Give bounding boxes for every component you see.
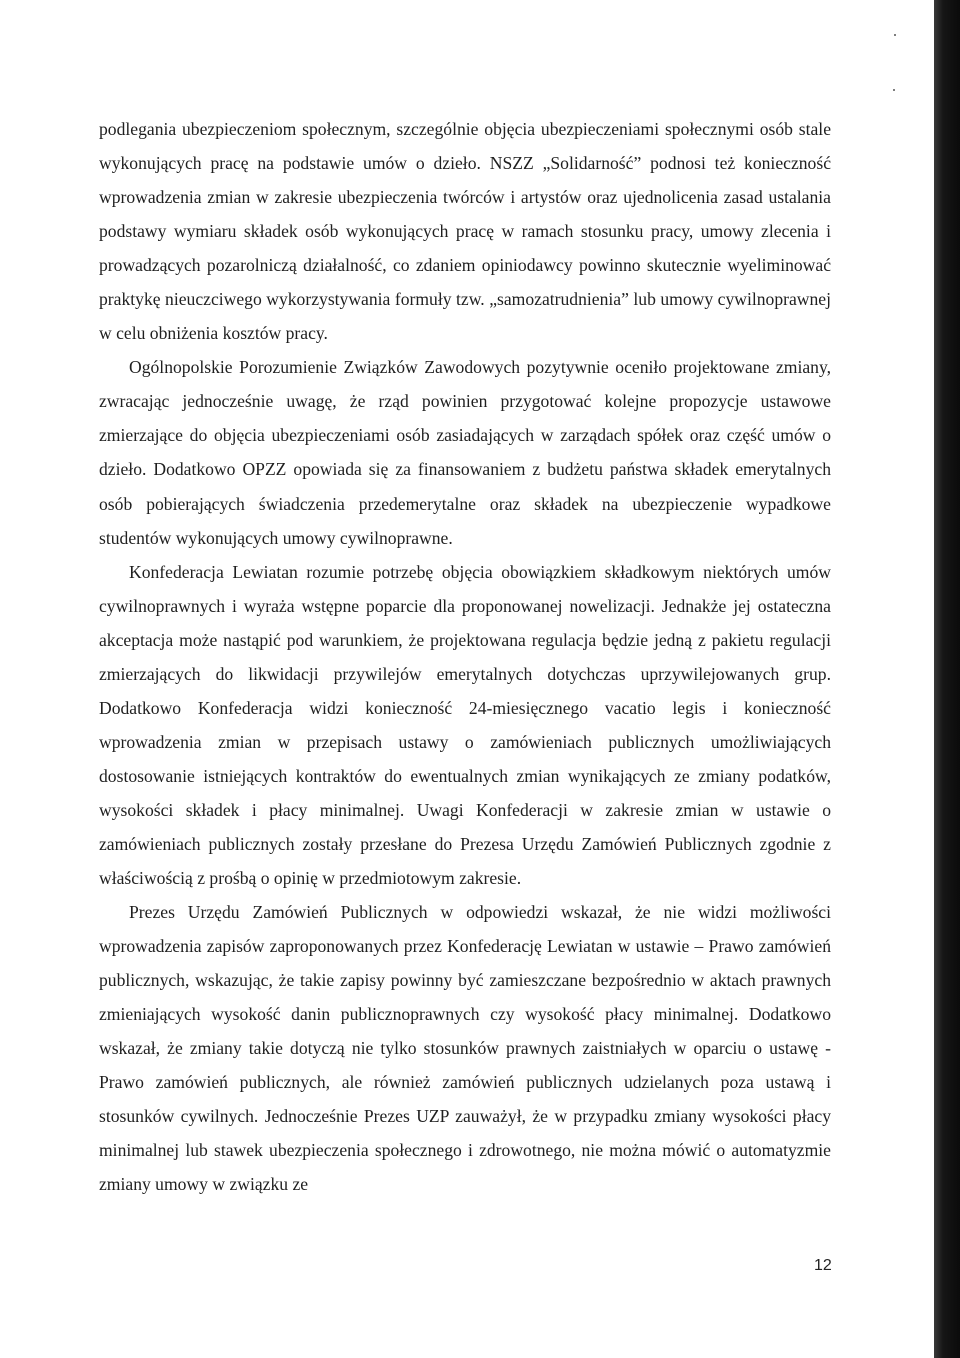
paragraph-uzp: Prezes Urzędu Zamówień Publicznych w odpowiedzi wskazał, że nie widzi możliwości wprowadzenia zapisów zaproponowanych przez Konfederację Lewiatan w ustawie – Prawo zamówień publicznych, wskazując, że takie zapisy powinny być zamieszczane bezpośrednio w aktach prawnych zmieniających wysokość danin publicznoprawnych czy wysokość płacy minimalnej. Dodatkowo wskazał, że zmiany takie dotyczą nie tylko stosunków prawnych zaistniałych w oparciu o ustawę - Prawo zamówień publicznych, ale również zamówień publicznych udzielanych poza ustawą i stosunków cywilnych. Jednocześnie Prezes UZP zauważył, że w przypadku zmiany wysokości płacy minimalnej lub stawek ubezpieczenia społecznego i zdrowotnego, nie można mówić o automatyzmie zmiany umowy w związku ze <box>99 902 831 1195</box>
paragraph-continuation: podlegania ubezpieczeniom społecznym, szczególnie objęcia ubezpieczeniami społecznymi osób stale wykonujących pracę na podstawie umów o dzieło. NSZZ „Solidarność” podnosi też konieczność wprowadzenia zmian w zakresie ubezpieczenia twórców i artystów oraz ujednolicenia zasad ustalania podstawy wymiaru składek osób wykonujących pracę w ramach stosunku pracy, umowy zlecenia i prowadzących pozarolniczą działalność, co zdaniem opiniodawcy powinno skutecznie wyeliminować praktykę nieuczciwego wykorzystywania formuły tzw. „samozatrudnienia” lub umowy cywilnoprawnej w celu obniżenia kosztów pracy. <box>99 119 831 344</box>
paragraph-lewiatan: Konfederacja Lewiatan rozumie potrzebę objęcia obowiązkiem składkowym niektórych umów cywilnoprawnych i wyraża wstępne poparcie dla proponowanej nowelizacji. Jednakże jej ostateczna akceptacja może nastąpić pod warunkiem, że projektowana regulacja będzie jedną z pakietu regulacji zmierzających do likwidacji przywilejów emerytalnych dotychczas uprzywilejowanych grup. Dodatkowo Konfederacja widzi konieczność 24-miesięcznego vacatio legis i konieczność wprowadzenia zmian w przepisach ustawy o zamówieniach publicznych umożliwiających dostosowanie istniejących kontraktów do ewentualnych zmian wynikających ze zmiany podatków, wysokości składek i płacy minimalnej. Uwagi Konfederacji w zakresie zmian w ustawie o zamówieniach publicznych zostały przesłane do Prezesa Urzędu Zamówień Publicznych zgodnie z właściwością z prośbą o opinię w przedmiotowym zakresie. <box>99 561 831 889</box>
document-body <box>99 112 831 1202</box>
paragraph-opzz: Ogólnopolskie Porozumienie Związków Zawodowych pozytywnie oceniło projektowane zmiany, zwracając jednocześnie uwagę, że rząd powinien przygotować kolejne propozycje ustawowe zmierzające do objęcia ubezpieczeniami osób zasiadających w zarządach spółek oraz część umów o dzieło. Dodatkowo OPZZ opowiada się za finansowaniem z budżetu państwa składek emerytalnych osób pobierających świadczenia przedemerytalne oraz składek na ubezpieczenie wypadkowe studentów wykonujących umowy cywilnoprawne. <box>99 357 831 548</box>
page-number: 12 <box>814 1257 832 1274</box>
scan-speck <box>894 34 896 36</box>
scan-speck <box>893 89 895 91</box>
scan-dark-edge <box>934 0 960 1358</box>
